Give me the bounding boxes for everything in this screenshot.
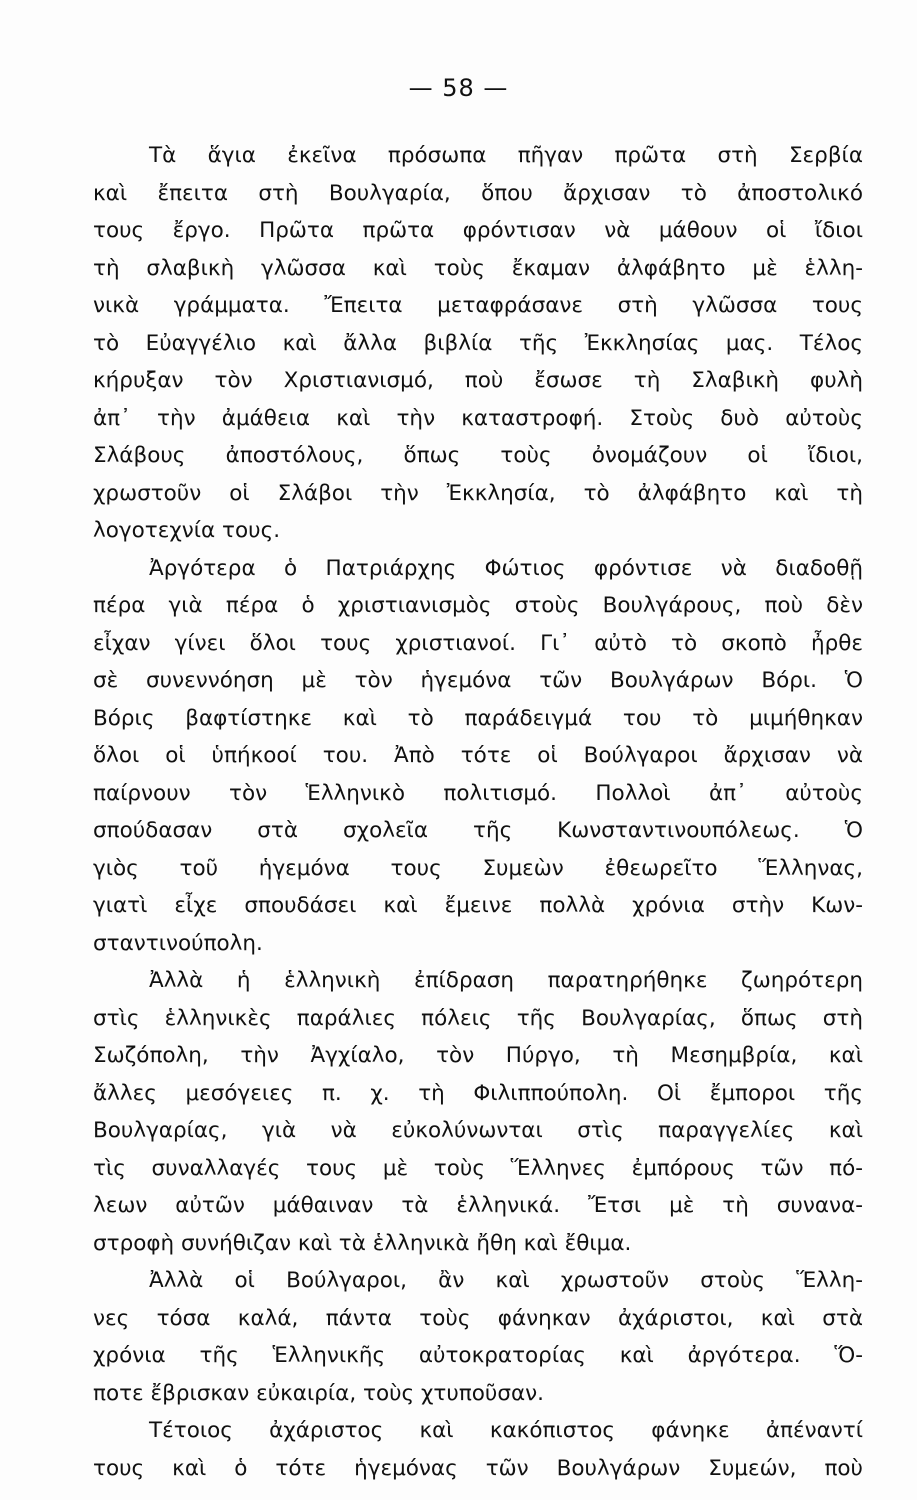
text-line: νικὰ γράμματα. Ἔπειτα μεταφράσανε στὴ γλῶσσα τους xyxy=(93,293,863,318)
text-line: καὶ ἔπειτα στὴ Βουλγαρία, ὅπου ἄρχισαν τὸ ἀποστολικό xyxy=(93,180,863,206)
page-number: — 58 — xyxy=(408,74,509,102)
text-line: στὶς ἑλληνικὲς παράλιες πόλεις τῆς Βουλγαρίας, ὅπως στὴ xyxy=(93,1005,863,1031)
text-line: χρόνια τῆς Ἑλληνικῆς αὐτοκρατορίας καὶ ἀργότερα. Ὅ- xyxy=(93,1343,863,1368)
text-line: λεων αὐτῶν μάθαιναν τὰ ἑλληνικά. Ἔτσι μὲ τὴ συνανα- xyxy=(93,1193,863,1218)
text-line: τους καὶ ὁ τότε ἡγεμόνας τῶν Βουλγάρων Συμεών, ποὺ xyxy=(93,1455,863,1481)
text-line: ἀπ᾽ τὴν ἀμάθεια καὶ τὴν καταστροφή. Στοὺς δυὸ αὐτοὺς xyxy=(93,405,863,431)
text-line: Σλάβους ἀποστόλους, ὅπως τοὺς ὀνομάζουν οἱ ἴδιοι, xyxy=(93,443,863,468)
text-line: τὴ σλαβικὴ γλῶσσα καὶ τοὺς ἔκαμαν ἀλφάβητο μὲ ἑλλη- xyxy=(93,255,863,281)
text-line: κήρυξαν τὸν Χριστιανισμό, ποὺ ἔσωσε τὴ Σλαβικὴ φυλὴ xyxy=(93,368,863,393)
text-line: Ἀργότερα ὁ Πατριάρχης Φώτιος φρόντισε νὰ διαδοθῇ xyxy=(149,555,863,581)
text-line: τὶς συναλλαγές τους μὲ τοὺς Ἕλληνες ἐμπόρους τῶν πό- xyxy=(93,1155,863,1181)
text-line: Βουλγαρίας, γιὰ νὰ εὐκολύνωνται στὶς παραγγελίες καὶ xyxy=(93,1118,863,1143)
text-line: νες τόσα καλά, πάντα τοὺς φάνηκαν ἀχάριστοι, καὶ στὰ xyxy=(93,1305,863,1331)
text-line: Βόρις βαφτίστηκε καὶ τὸ παράδειγμά του τὸ μιμήθηκαν xyxy=(93,705,863,731)
text-line: Σωζόπολη, τὴν Ἀγχίαλο, τὸν Πύργο, τὴ Μεσημβρία, καὶ xyxy=(93,1043,863,1068)
text-line: Τέτοιος ἀχάριστος καὶ κακόπιστος φάνηκε ἀπέναντί xyxy=(149,1418,863,1443)
text-line: σπούδασαν στὰ σχολεῖα τῆς Κωνσταντινουπόλεως. Ὁ xyxy=(93,818,863,843)
text-line: πέρα γιὰ πέρα ὁ χριστιανισμὸς στοὺς Βουλγάρους, ποὺ δὲν xyxy=(93,593,863,618)
text-line: παίρνουν τὸν Ἑλληνικὸ πολιτισμό. Πολλοὶ ἀπ᾽ αὐτοὺς xyxy=(93,780,863,806)
text-line: τους ἔργο. Πρῶτα πρῶτα φρόντισαν νὰ μάθουν οἱ ἴδιοι xyxy=(93,218,863,243)
text-line: εἶχαν γίνει ὅλοι τους χριστιανοί. Γι᾽ αὐτὸ τὸ σκοπὸ ἦρθε xyxy=(93,630,863,656)
text-line: γιὸς τοῦ ἡγεμόνα τους Συμεὼν ἐθεωρεῖτο Ἕλληνας, xyxy=(93,855,863,881)
text-line: Ἀλλὰ οἱ Βούλγαροι, ἂν καὶ χρωστοῦν στοὺς Ἕλλη- xyxy=(149,1268,863,1293)
text-line: Τὰ ἅγια ἐκεῖνα πρόσωπα πῆγαν πρῶτα στὴ Σερβία xyxy=(149,143,863,168)
text-line: στροφὴ συνήθιζαν καὶ τὰ ἑλληνικὰ ἤθη καὶ ἔθιμα. xyxy=(93,1230,632,1256)
text-line: ἄλλες μεσόγειες π. χ. τὴ Φιλιππούπολη. Οἱ ἔμποροι τῆς xyxy=(93,1080,863,1106)
body-text xyxy=(93,137,863,1487)
text-line: σταντινούπολη. xyxy=(93,930,263,956)
text-line: ποτε ἔβρισκαν εὐκαιρία, τοὺς χτυποῦσαν. xyxy=(93,1380,544,1406)
text-line: χρωστοῦν οἱ Σλάβοι τὴν Ἐκκλησία, τὸ ἀλφάβητο καὶ τὴ xyxy=(93,480,863,506)
text-line: σὲ συνεννόηση μὲ τὸν ἡγεμόνα τῶν Βουλγάρων Βόρι. Ὁ xyxy=(93,668,863,693)
text-line: τὸ Εὐαγγέλιο καὶ ἄλλα βιβλία τῆς Ἐκκλησίας μας. Τέλος xyxy=(93,330,863,356)
text-line: λογοτεχνία τους. xyxy=(93,518,281,543)
text-line: Ἀλλὰ ἡ ἑλληνικὴ ἐπίδραση παρατηρήθηκε ζωηρότερη xyxy=(149,968,863,993)
text-line: γιατὶ εἶχε σπουδάσει καὶ ἔμεινε πολλὰ χρόνια στὴν Κων- xyxy=(93,893,863,918)
text-line: ὅλοι οἱ ὑπήκοοί του. Ἀπὸ τότε οἱ Βούλγαροι ἄρχισαν νὰ xyxy=(93,743,863,768)
